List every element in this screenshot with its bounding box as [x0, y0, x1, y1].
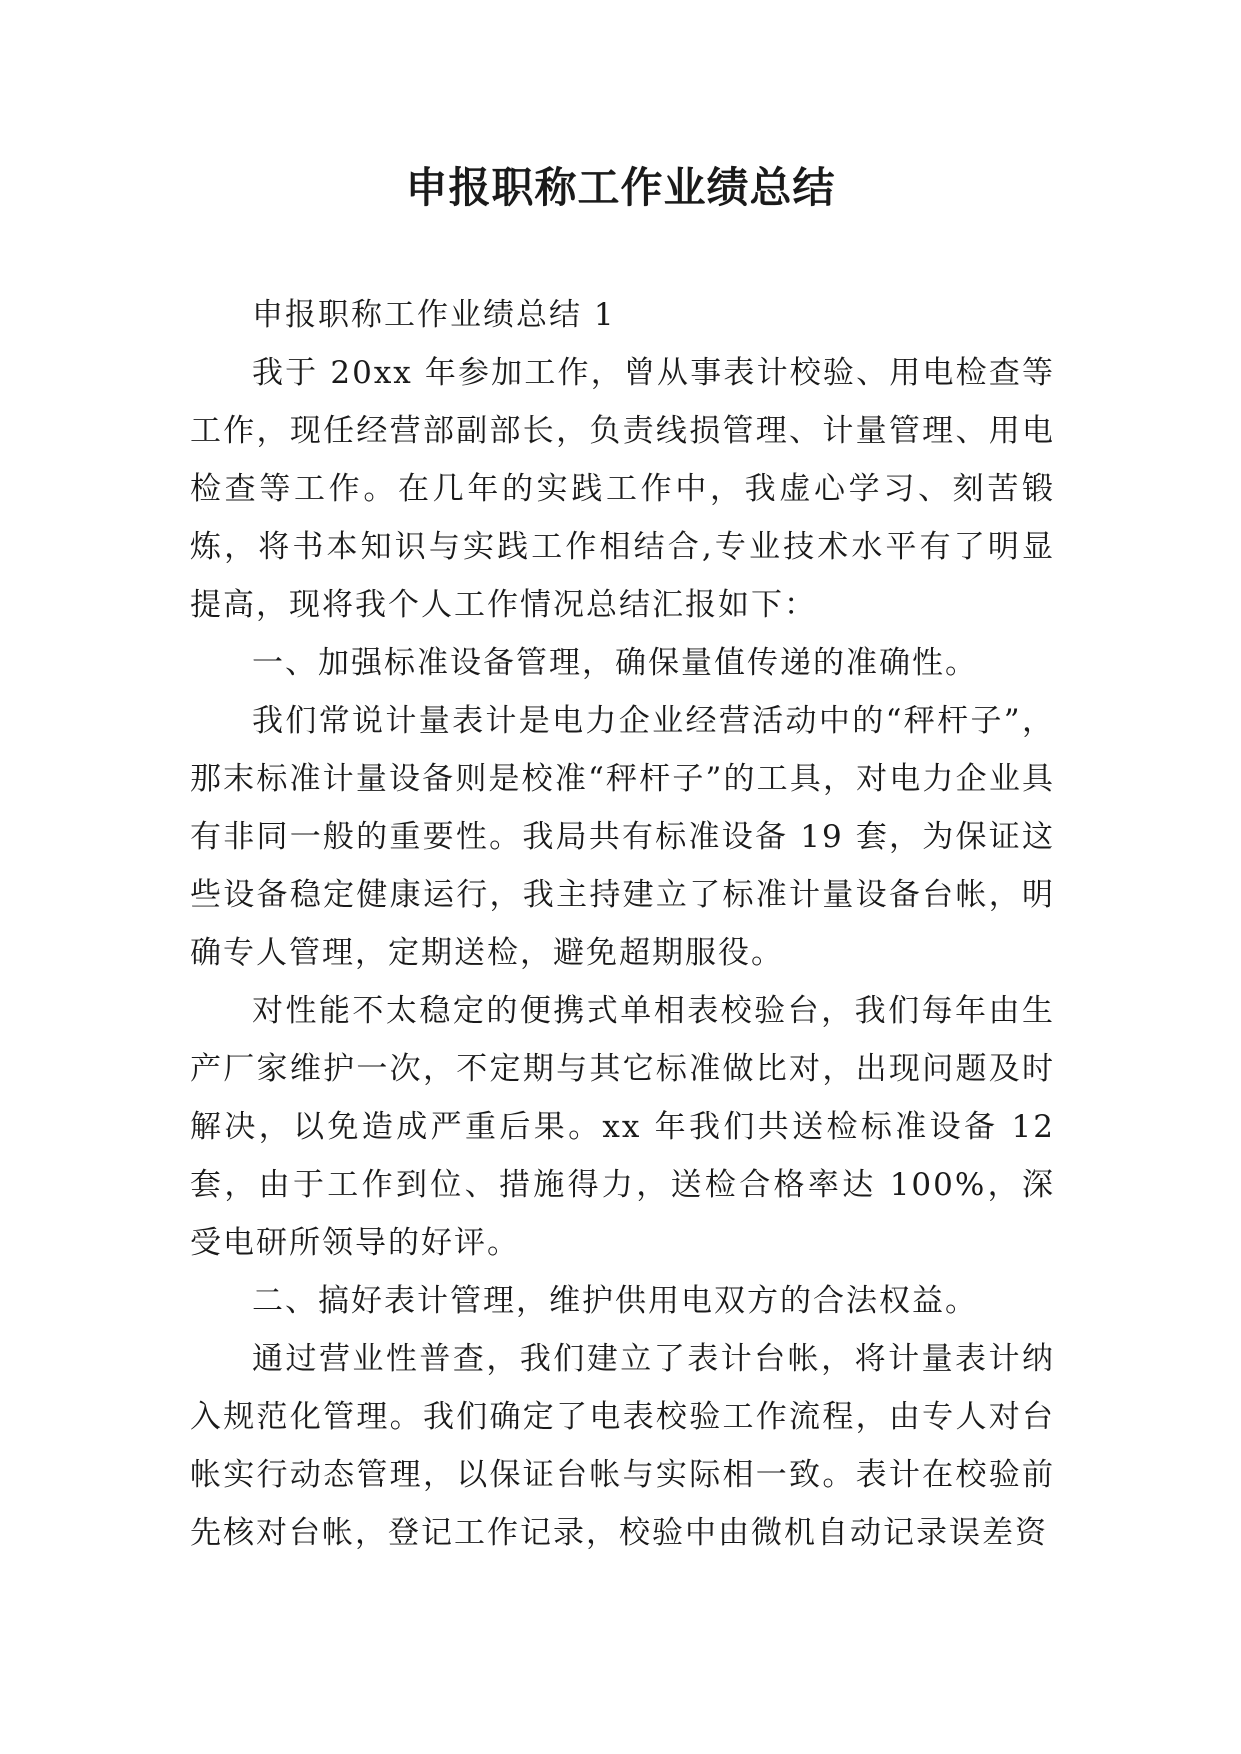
paragraph: 通过营业性普查，我们建立了表计台帐，将计量表计纳入规范化管理。我们确定了电表校验工作流程，由专人对台帐实行动态管理，以保证台帐与实际相一致。表计在校验前先核对台帐，登记工作记录，校验中由微机自动记录误差资: [190, 1341, 1055, 1551]
paragraph: 我们常说计量表计是电力企业经营活动中的“秤杆子”，那末标准计量设备则是校准“秤杆子”的工具，对电力企业具有非同一般的重要性。我局共有标准设备 19 套，为保证这些设备稳定健康运行，我主持建立了标准计量设备台帐，明确专人管理，定期送检，避免超期服役。: [190, 703, 1055, 971]
paragraph: 我于 20xx 年参加工作，曾从事表计校验、用电检查等工作，现任经营部副部长，负责线损管理、计量管理、用电检查等工作。在几年的实践工作中，我虚心学习、刻苦锻炼，将书本知识与实践工作相结合,专业技术水平有了明显提高，现将我个人工作情况总结汇报如下：: [190, 355, 1055, 623]
section-heading: 二、搞好表计管理，维护供用电双方的合法权益。: [252, 1283, 978, 1319]
paragraph: 对性能不太稳定的便携式单相表校验台，我们每年由生产厂家维护一次，不定期与其它标准做比对，出现问题及时解决，以免造成严重后果。xx 年我们共送检标准设备 12 套，由于工作到位、措施得力，送检合格率达 100%，深受电研所领导的好评。: [190, 993, 1055, 1261]
section-heading: 申报职称工作业绩总结 1: [252, 297, 616, 333]
document-body: [190, 286, 1055, 1562]
document-title: 申报职称工作业绩总结: [405, 163, 836, 212]
section-heading: 一、加强标准设备管理，确保量值传递的准确性。: [252, 645, 978, 681]
